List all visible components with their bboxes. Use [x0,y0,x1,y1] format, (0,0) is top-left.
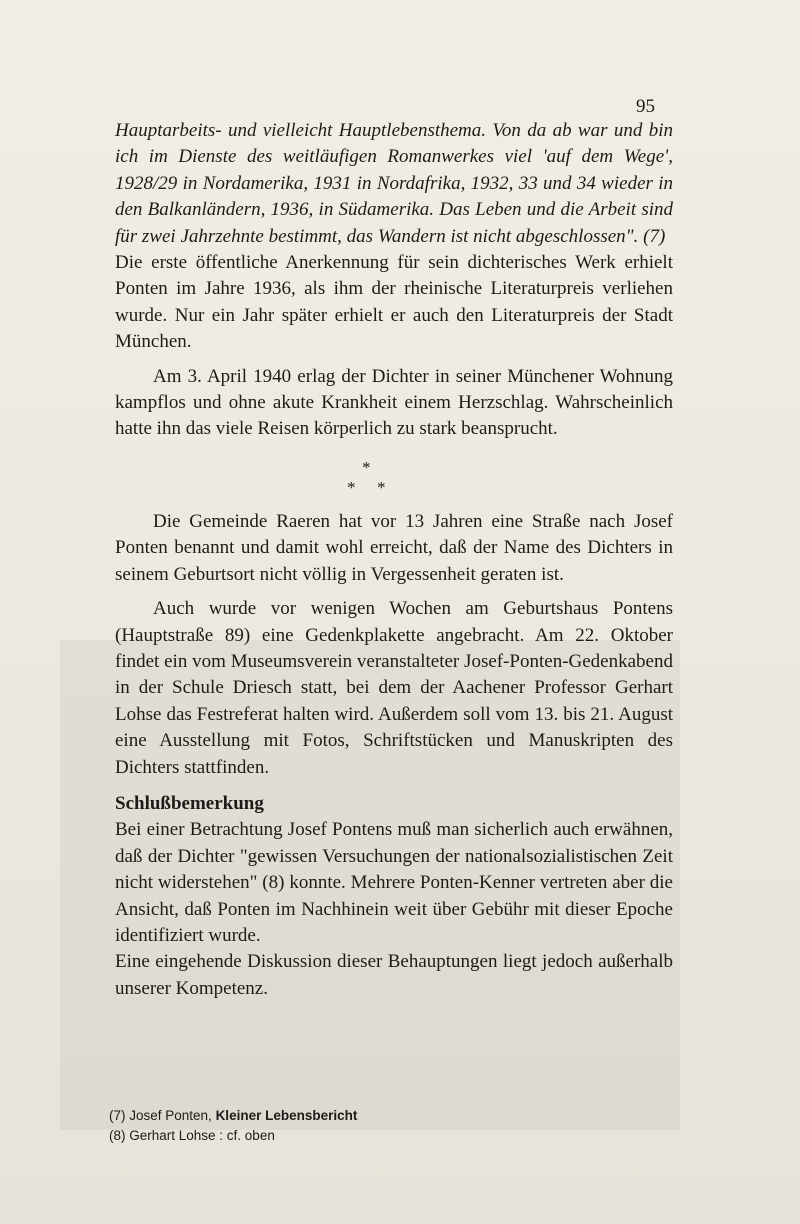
footnote-8 [109,1126,509,1146]
footnote-7 [109,1106,509,1126]
paragraph-street: Die Gemeinde Raeren hat vor 13 Jahren eine Straße nach Josef Ponten benannt und damit wohl erreicht, daß der Name des Dichters in seinem Geburtsort nicht völlig in Vergessenheit geraten ist. [115,510,673,585]
footnote-text: (7) Josef Ponten, [109,1108,216,1123]
divider-star: * [377,477,386,497]
footnote-text: (8) Gerhart Lohse : cf. oben [109,1128,275,1143]
section-divider [115,449,673,509]
divider-star: * [347,477,356,497]
paragraph-recognition: Die erste öffentliche Anerkennung für sein dichterisches Werk erhielt Ponten im Jahre 1936, als ihm der rheinische Literaturpreis verliehen wurde. Nur ein Jahr später erhielt er auch den Literaturpreis der Stadt München. [115,252,673,353]
body-text [115,118,673,1002]
paragraph-discussion: Eine eingehende Diskussion dieser Behauptungen liegt jedoch außerhalb unserer Kompetenz. [115,951,673,999]
quote-paragraph: Hauptarbeits- und vielleicht Hauptlebensthema. Von da ab war und bin ich im Dienste des weitläufigen Romanwerkes viel 'auf dem Wege', 1928/29 in Nordamerika, 1931 in Nordafrika, 1932, 33 und 34 wieder in den Balkanländern, 1936, in Südamerika. Das Leben und die Arbeit sind für zwei Jahrzehnte bestimmt, das Wandern ist nicht abgeschlossen". (7) [115,120,673,247]
page-number: 95 [636,96,655,117]
paragraph-death: Am 3. April 1940 erlag der Dichter in seiner Münchener Wohnung kampflos und ohne akute Krankheit einem Herzschlag. Wahrscheinlich hatte ihn das viele Reisen körperlich zu stark beansprucht. [115,365,673,440]
paragraph-plaque: Auch wurde vor wenigen Wochen am Geburtshaus Pontens (Hauptstraße 89) eine Gedenkplakette angebracht. Am 22. Oktober findet ein vom Museumsverein veranstalteter Josef-Ponten-Gedenkabend in der Schule Driesch statt, bei dem der Aachener Professor Gerhart Lohse das Festreferat halten wird. Außerdem soll vom 13. bis 21. August eine Ausstellung mit Fotos, Schriftstücken und Manuskripten des Dichters stattfinden. [115,598,673,778]
footnote-title: Kleiner Lebensbericht [215,1108,358,1123]
divider-star: * [362,457,371,477]
paragraph-closing: Bei einer Betrachtung Josef Pontens muß man sicherlich auch erwähnen, daß der Dichter "gewissen Versuchungen der nationalsozialistischen Zeit nicht widerstehen" (8) konnte. Mehrere Ponten-Kenner vertreten aber die Ansicht, daß Ponten im Nachhinein weit über Gebühr mit dieser Epoche identifiziert wurde. [115,819,673,946]
section-heading: Schlußbemerkung [115,792,264,814]
footnotes [109,1106,509,1146]
